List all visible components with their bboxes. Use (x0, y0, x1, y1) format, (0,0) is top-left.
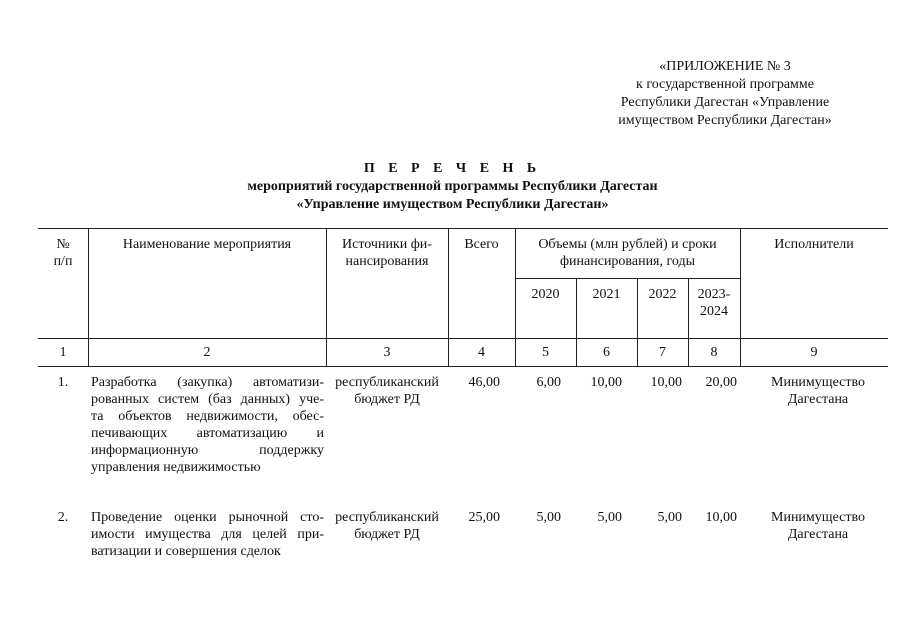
header-year-2021: 2021 (592, 287, 621, 302)
row-name-line: ватизации и совершения сделок (91, 544, 281, 559)
title-line: мероприятий государственной программы Республики Дагестан (247, 179, 658, 194)
header-num-line: п/п (53, 254, 73, 269)
row-name-line: та объектов недвижимости, обес- (91, 409, 324, 424)
annex-header (560, 58, 890, 130)
row-total: 46,00 (468, 375, 500, 390)
row-source-line: республиканский (335, 510, 439, 525)
row-year-2023-2024: 10,00 (705, 510, 737, 525)
row-name (91, 374, 324, 476)
header-name: Наименование мероприятия (122, 237, 292, 252)
header-volumes-line: Объемы (млн рублей) и сроки (538, 237, 717, 252)
header-source-line: Источники фи- (342, 237, 432, 252)
header-year-2022: 2022 (648, 287, 677, 302)
row-executor-line: Дагестана (787, 392, 849, 407)
header-total: Всего (464, 237, 499, 252)
annex-line: имуществом Республики Дагестан» (618, 113, 832, 128)
header-volumes-line: финансирования, годы (559, 254, 696, 269)
row-source-line: бюджет РД (354, 527, 420, 542)
annex-line: «ПРИЛОЖЕНИЕ № 3 (659, 59, 791, 74)
years-divider (515, 278, 740, 279)
row-name-line: имости имущества для целей при- (91, 527, 324, 542)
row-year-2023-2024: 20,00 (705, 375, 737, 390)
row-executor (740, 509, 896, 543)
row-year-2022: 5,00 (657, 510, 682, 525)
row-name-line: Разработка (закупка) автоматизи- (91, 375, 324, 390)
header-executors: Исполнители (774, 237, 854, 252)
annex-line: к государственной программе (636, 77, 814, 92)
title-line: «Управление имуществом Республики Дагестан» (296, 197, 609, 212)
header-bottom-border (38, 338, 888, 339)
column-number: 2 (203, 345, 211, 360)
table-top-border (38, 228, 888, 229)
header-year-line: 2024 (700, 304, 728, 319)
column-number: 1 (59, 345, 67, 360)
header-num-line: № (56, 237, 70, 252)
header-year-2023-2024 (688, 286, 740, 320)
row-total: 25,00 (468, 510, 500, 525)
header-year-2020: 2020 (531, 287, 560, 302)
header-num (38, 236, 88, 270)
row-name-line: Проведение оценки рыночной сто- (91, 510, 324, 525)
column-number: 3 (383, 345, 391, 360)
title-heading: П Е Р Е Ч Е Н Ь (363, 161, 542, 176)
header-source-line: нансирования (345, 254, 429, 269)
row-year-2022: 10,00 (650, 375, 682, 390)
row-name-line: управления недвижимостью (91, 460, 261, 475)
row-name-line: рованных систем (баз данных) уче- (91, 392, 324, 407)
row-year-2020: 6,00 (536, 375, 561, 390)
row-executor-line: Дагестана (787, 527, 849, 542)
document-title (0, 160, 905, 214)
column-number: 9 (810, 345, 818, 360)
row-year-2021: 5,00 (597, 510, 622, 525)
row-source (326, 509, 448, 543)
row-num: 1. (57, 375, 69, 390)
numbers-row-border (38, 366, 888, 367)
row-executor-line: Минимущество (771, 375, 865, 390)
annex-line: Республики Дагестан «Управление (620, 95, 830, 110)
column-number: 8 (710, 345, 718, 360)
row-year-2021: 10,00 (590, 375, 622, 390)
column-number: 6 (603, 345, 610, 360)
header-year-line: 2023- (697, 287, 731, 302)
row-name-line: информационную поддержку (91, 443, 324, 458)
column-number: 7 (659, 345, 666, 360)
column-number: 4 (478, 345, 485, 360)
row-executor-line: Минимущество (771, 510, 865, 525)
row-source (326, 374, 448, 408)
row-source-line: бюджет РД (354, 392, 420, 407)
row-source-line: республиканский (335, 375, 439, 390)
row-name-line: печивающих автоматизацию и (91, 426, 324, 441)
row-executor (740, 374, 896, 408)
row-name (91, 509, 324, 560)
header-volumes (515, 236, 740, 270)
row-num: 2. (57, 510, 69, 525)
column-number: 5 (542, 345, 549, 360)
row-year-2020: 5,00 (536, 510, 561, 525)
header-source (326, 236, 448, 270)
